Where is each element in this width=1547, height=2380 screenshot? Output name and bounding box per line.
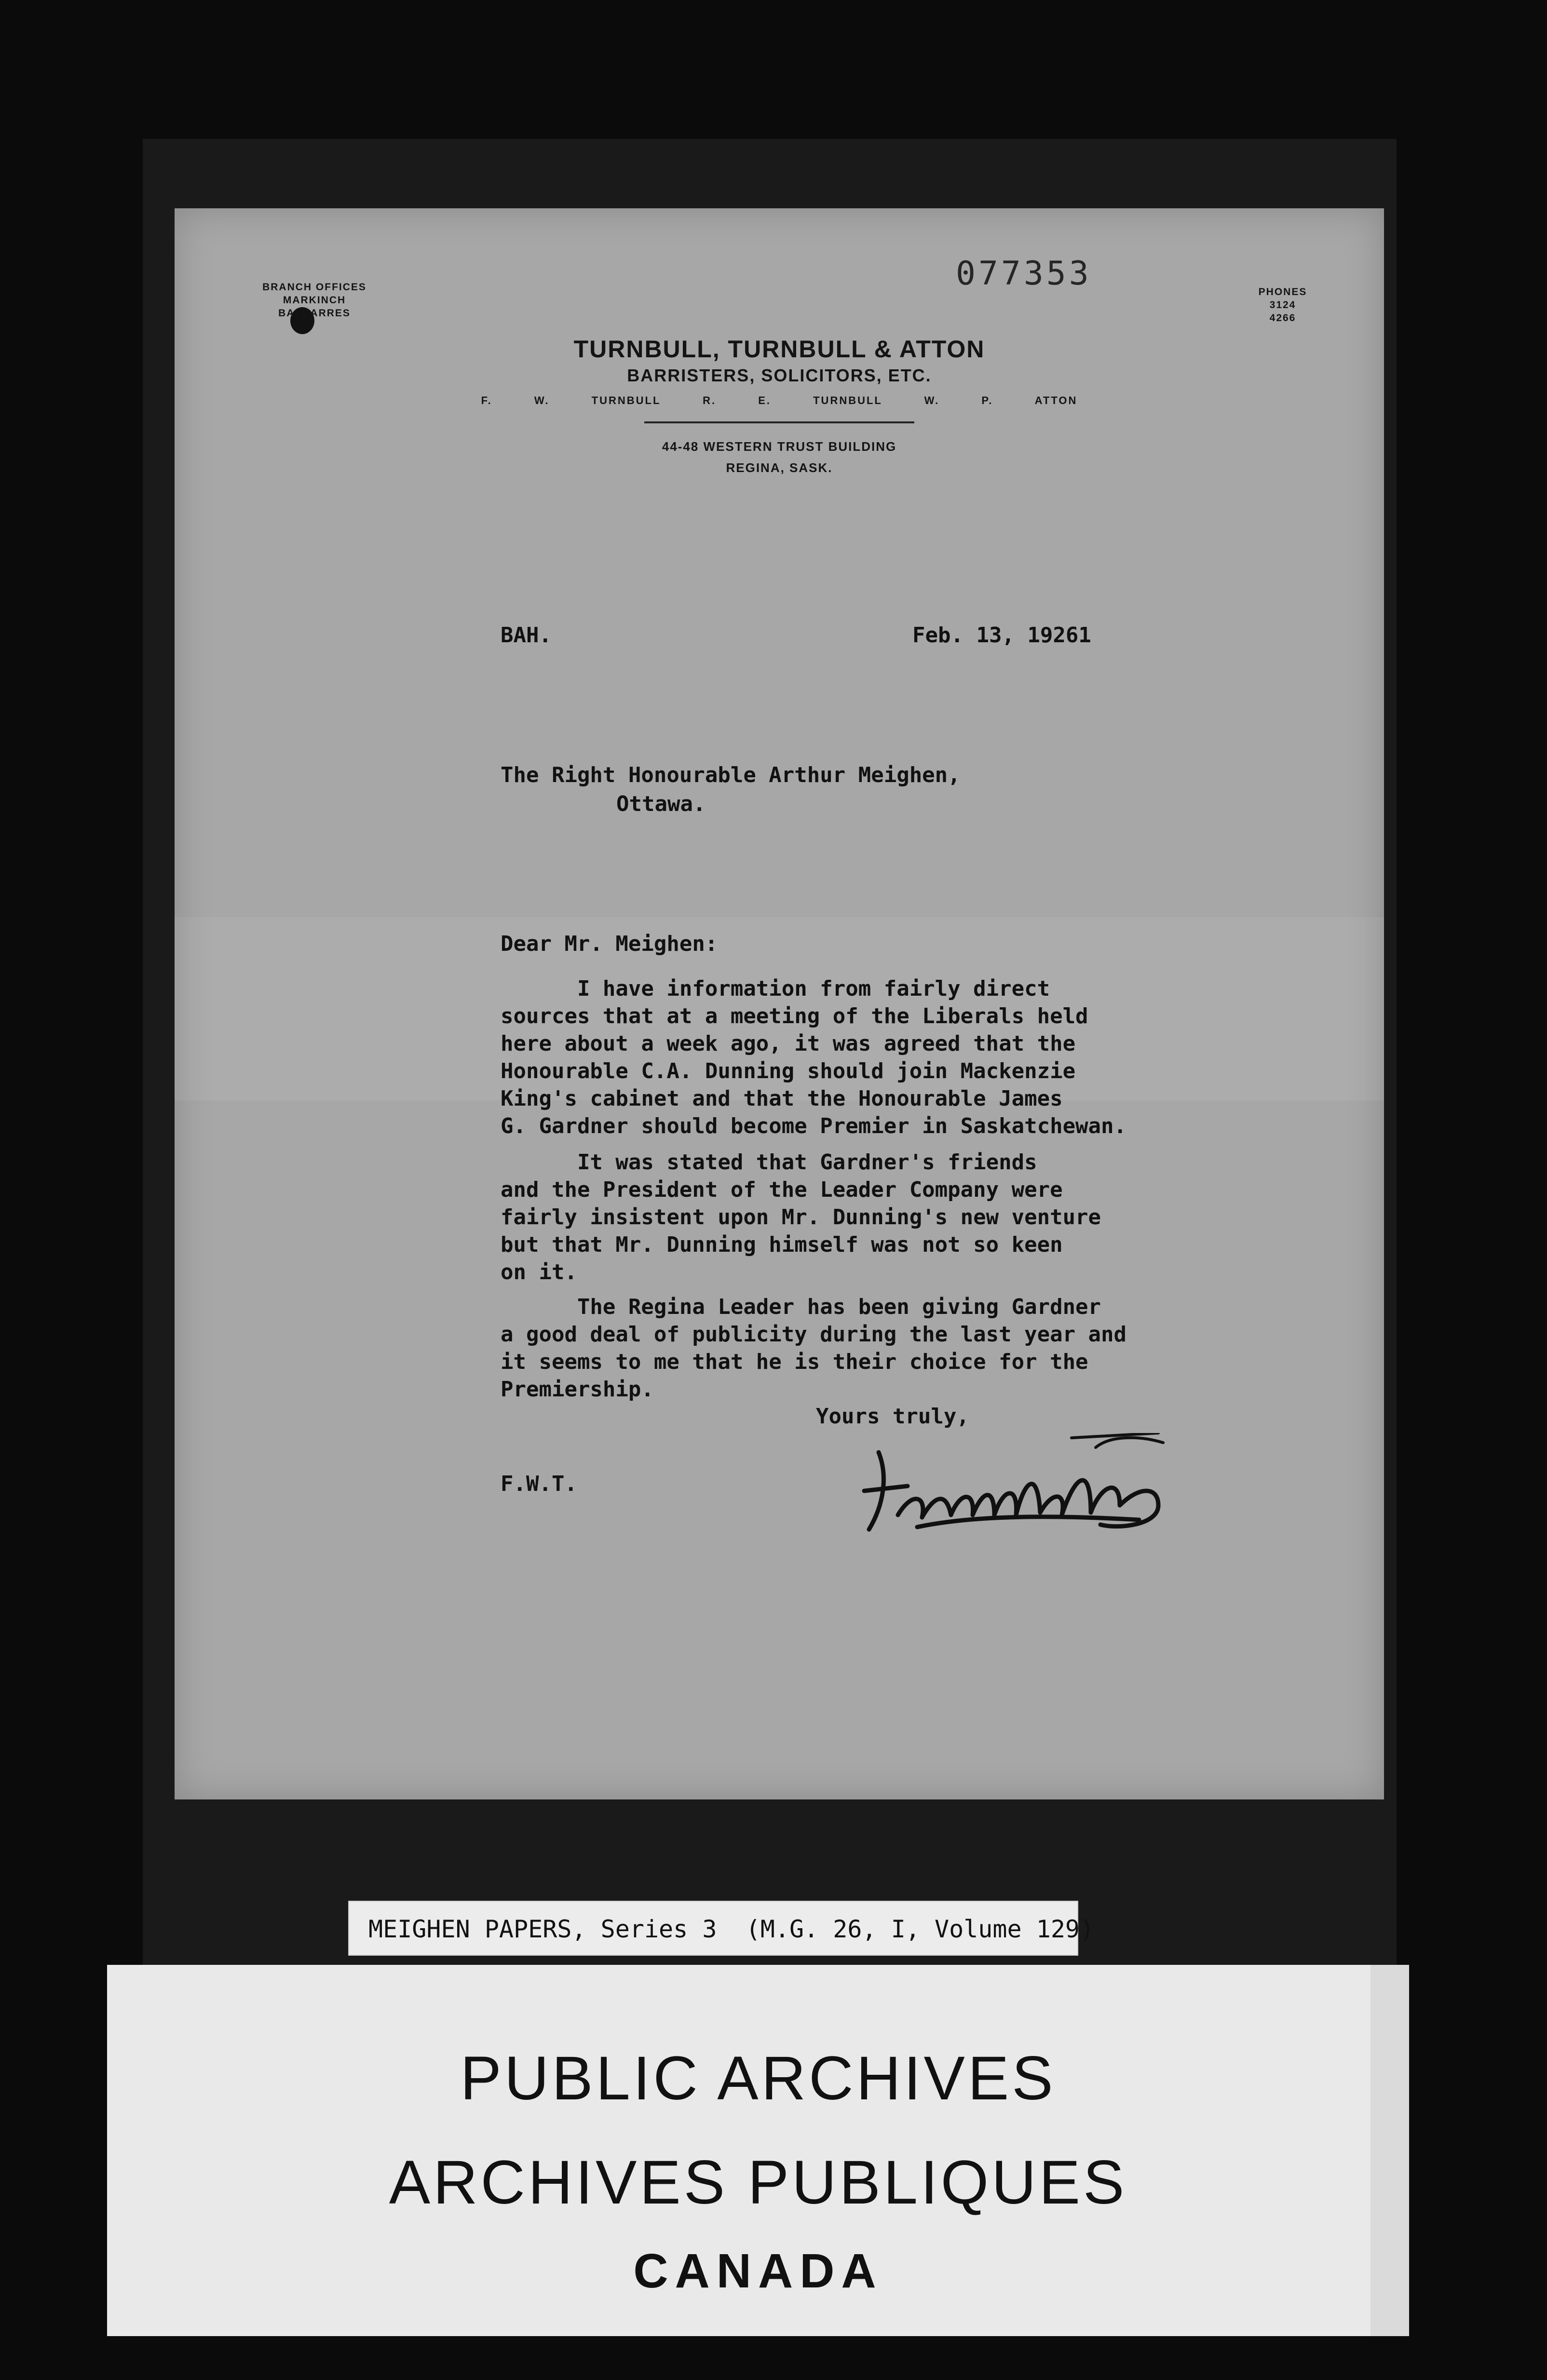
- closing: Yours truly,: [816, 1404, 969, 1429]
- typist-initials: F.W.T.: [501, 1472, 577, 1496]
- phones-heading: PHONES: [1258, 286, 1307, 298]
- partner-name: R. E. TURNBULL: [703, 394, 882, 406]
- firm-address-line1: 44-48 WESTERN TRUST BUILDING: [662, 439, 897, 454]
- branch-offices-heading: BRANCH OFFICES: [262, 282, 366, 293]
- partner-name: F. W. TURNBULL: [481, 394, 661, 406]
- firm-subtitle: BARRISTERS, SOLICITORS, ETC.: [627, 365, 932, 385]
- phone-number-1: 3124: [1269, 299, 1296, 311]
- branch-office-markinch: MARKINCH: [283, 295, 346, 306]
- signature-icon: [850, 1433, 1187, 1544]
- recipient-name: The Right Honourable Arthur Meighen,: [501, 763, 961, 787]
- phone-number-2: 4266: [1269, 312, 1296, 324]
- body-paragraph-2: It was stated that Gardner's friends and the President of the Leader Company were fairly insistent upon Mr. Dunning's new venture but that Mr. Dunning himself was not so keen on it.: [501, 1150, 1101, 1285]
- branch-offices: [242, 281, 387, 320]
- phones: [1235, 285, 1331, 325]
- stamp-public-archives: PUBLIC ARCHIVES: [460, 2044, 1056, 2113]
- archive-label-strip: [348, 1901, 1095, 1956]
- stamp-archives-publiques: ARCHIVES PUBLIQUES: [389, 2148, 1127, 2217]
- letter-date: Feb. 13, 19261: [912, 623, 1091, 648]
- archive-stamp-card: [107, 1965, 1409, 2336]
- archive-label: MEIGHEN PAPERS, Series 3 (M.G. 26, I, Volume 129): [368, 1915, 1095, 1943]
- body-paragraph-1: I have information from fairly direct sources that at a meeting of the Liberals held here about a week ago, it was agreed that the Honourable C.A. Dunning should join Mackenzie King's cabinet and that the Honourable James G. Gardner should become Premier in Saskatchewan.: [501, 976, 1127, 1138]
- partner-names: [175, 394, 1384, 407]
- branch-office-balcarres: BALCARRES: [278, 308, 351, 319]
- partner-name: W. P. ATTON: [924, 394, 1078, 406]
- file-number: 077353: [956, 255, 1092, 293]
- body-paragraph-3: The Regina Leader has been giving Gardner a good deal of publicity during the last year and it seems to me that he is their choice for the Premiership.: [501, 1295, 1127, 1402]
- letter-page: [175, 208, 1384, 1799]
- firm-address-line2: REGINA, SASK.: [726, 460, 833, 475]
- reference-initials: BAH.: [501, 623, 552, 648]
- firm-letterhead: [175, 334, 1384, 478]
- recipient-city: Ottawa.: [616, 792, 706, 816]
- handwritten-signature: [850, 1433, 1187, 1544]
- firm-name: TURNBULL, TURNBULL & ATTON: [573, 336, 985, 363]
- stamp-canada: CANADA: [633, 2244, 883, 2298]
- stamp-card-edge: [1371, 1965, 1409, 2336]
- salutation: Dear Mr. Meighen:: [501, 932, 718, 956]
- letterhead-divider: [644, 421, 914, 423]
